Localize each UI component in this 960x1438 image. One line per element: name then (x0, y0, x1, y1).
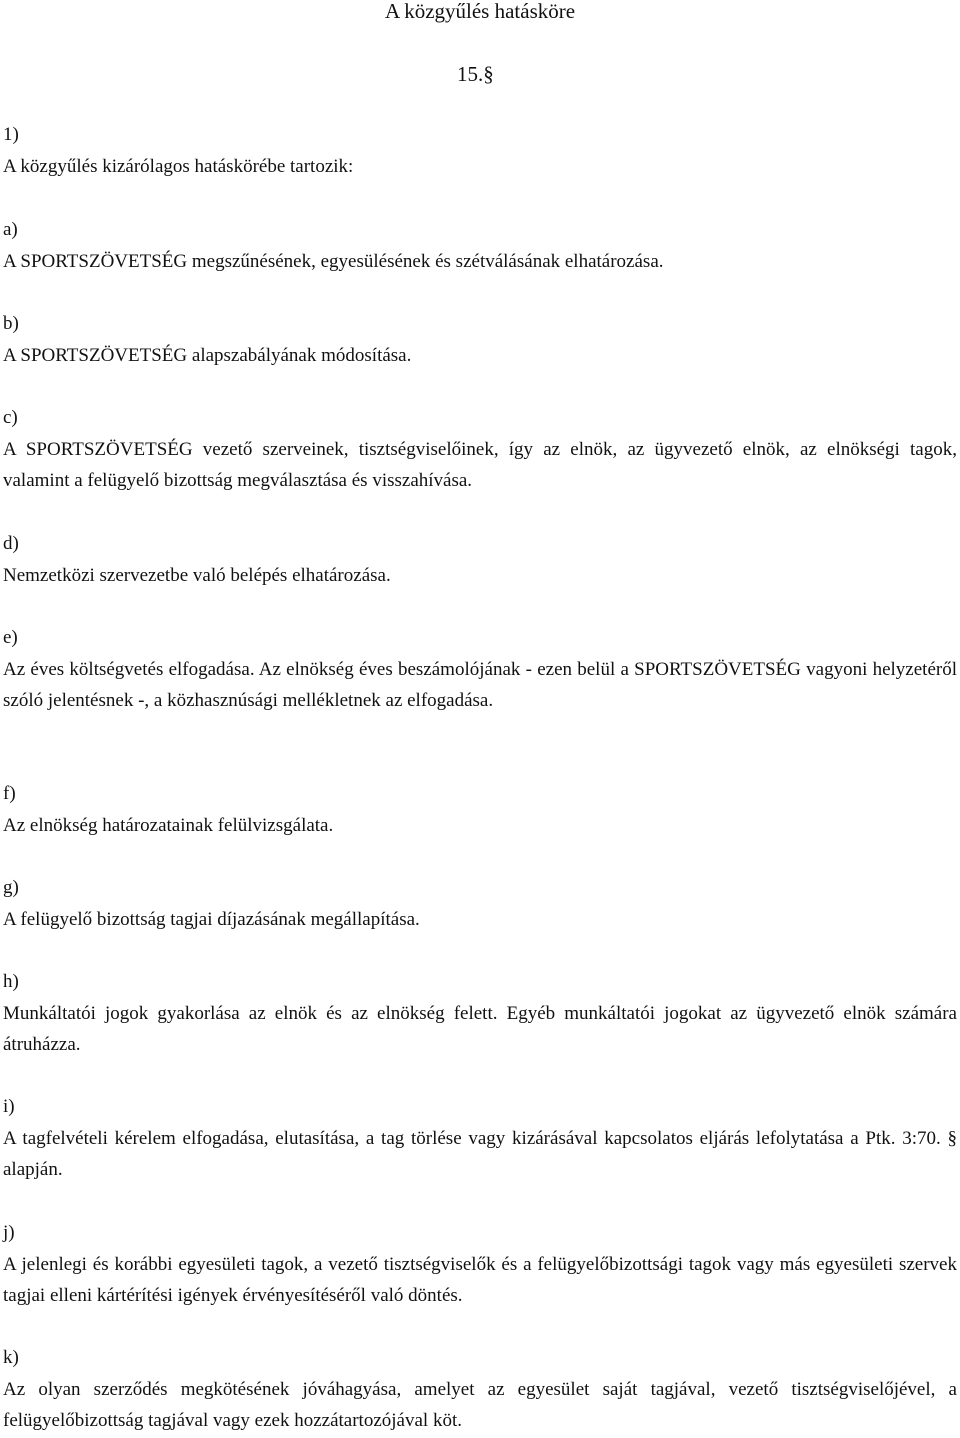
list-item-a (3, 214, 957, 277)
list-item-text: Nemzetközi szervezetbe való belépés elhatározása. (3, 564, 391, 586)
list-item-label: i) (3, 1096, 15, 1117)
list-item-text: A jelenlegi és korábbi egyesületi tagok, a vezető tisztségviselők és a felügyelőbizottsági tagok vagy más egyesületi szervek tagjai elleni kártérítési igények érvényesítéséről való döntés. (3, 1253, 957, 1306)
list-item-label: b) (3, 313, 19, 334)
list-item-k (3, 1342, 957, 1437)
list-item-h (3, 966, 957, 1061)
paragraph-1 (3, 119, 957, 182)
list-item-text: Az elnökség határozatainak felülvizsgálata. (3, 814, 334, 836)
list-item-label: h) (3, 971, 19, 992)
section-number: 15.§ (457, 62, 494, 86)
list-item-text: Munkáltatói jogok gyakorlása az elnök és az elnökség felett. Egyéb munkáltatói jogokat az ügyvezető elnök számára átruházza. (3, 1002, 957, 1055)
list-item-b (3, 308, 957, 371)
list-item-d (3, 528, 957, 591)
list-item-label: k) (3, 1347, 19, 1368)
list-item-e (3, 622, 957, 717)
list-item-label: j) (3, 1222, 15, 1243)
list-item-g (3, 872, 957, 935)
list-item-label: g) (3, 877, 19, 898)
list-item-f (3, 778, 957, 841)
list-item-label: c) (3, 407, 18, 428)
paragraph-label: 1) (3, 124, 19, 145)
list-item-text: Az olyan szerződés megkötésének jóváhagyása, amelyet az egyesület saját tagjával, vezető tisztségviselőjével, a felügyelőbizottság tagjával vagy ezek hozzátartozójával köt. (3, 1378, 957, 1431)
list-item-label: e) (3, 627, 18, 648)
list-item-text: A tagfelvételi kérelem elfogadása, elutasítása, a tag törlése vagy kizárásával kapcsolatos eljárás lefolytatása a Ptk. 3:70. § alapján. (3, 1127, 957, 1180)
list-item-text: A SPORTSZÖVETSÉG megszűnésének, egyesülésének és szétválásának elhatározása. (3, 250, 664, 272)
list-item-text: A felügyelő bizottság tagjai díjazásának megállapítása. (3, 908, 420, 930)
list-item-label: f) (3, 783, 16, 804)
list-item-c (3, 402, 957, 497)
list-item-label: a) (3, 219, 18, 240)
list-item-i (3, 1091, 957, 1186)
list-item-text: A SPORTSZÖVETSÉG vezető szerveinek, tisztségviselőinek, így az elnök, az ügyvezető elnök, az elnökségi tagok, valamint a felügyelő bizottság megválasztása és visszahívása. (3, 438, 957, 491)
list-item-text: A SPORTSZÖVETSÉG alapszabályának módosítása. (3, 344, 412, 366)
section-title: A közgyűlés hatásköre (384, 0, 576, 23)
list-item-text: Az éves költségvetés elfogadása. Az elnökség éves beszámolójának - ezen belül a SPORTSZÖVETSÉG vagyoni helyzetéről szóló jelentésnek -, a közhasznúsági mellékletnek az elfogadása. (3, 658, 957, 711)
list-item-j (3, 1217, 957, 1312)
paragraph-text: A közgyűlés kizárólagos hatáskörébe tartozik: (3, 155, 354, 177)
list-item-label: d) (3, 533, 19, 554)
